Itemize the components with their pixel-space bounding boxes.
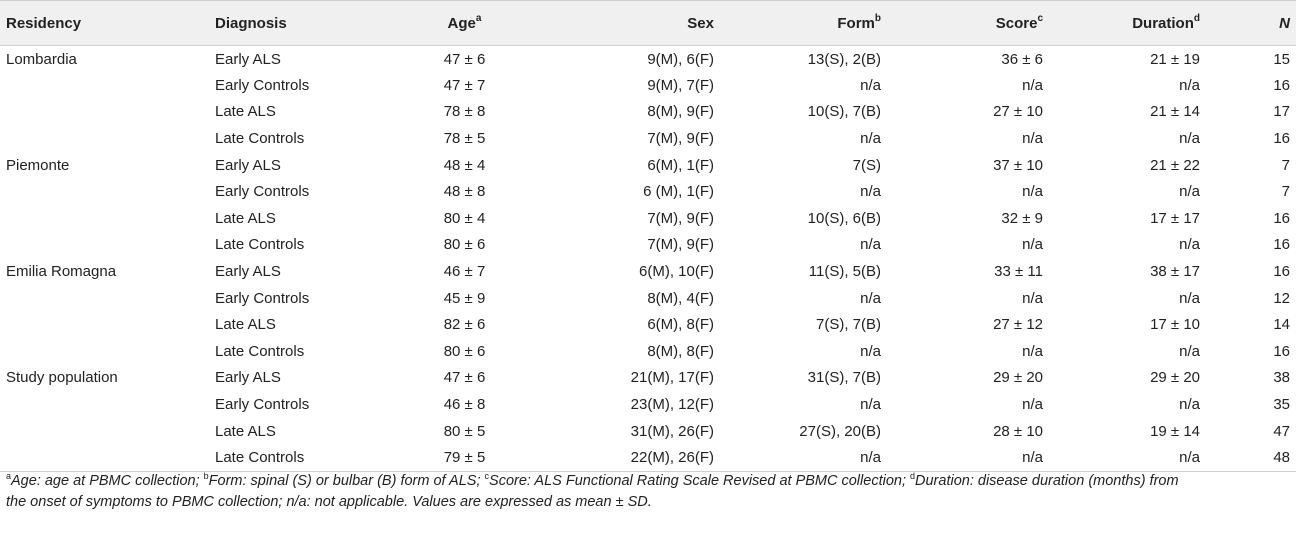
cell-duration: 38 ± 17 — [1150, 263, 1200, 281]
cell-sex: 9(M), 7(F) — [647, 76, 714, 94]
cell-duration: n/a — [1179, 342, 1200, 360]
cell-duration: 19 ± 14 — [1150, 422, 1200, 440]
cell-duration: n/a — [1179, 76, 1200, 94]
cell-n: 14 — [1273, 316, 1290, 334]
cell-age: 82 ± 6 — [443, 316, 486, 334]
cell-duration: n/a — [1179, 130, 1200, 148]
cell-score: n/a — [1022, 342, 1043, 360]
cell-sex: 7(M), 9(F) — [647, 236, 714, 254]
table-row — [0, 125, 1296, 152]
footnote-c-text: Score: ALS Functional Rating Scale Revised at PBMC collection; — [489, 472, 910, 489]
cell-score: n/a — [1022, 236, 1043, 254]
table-row — [0, 285, 1296, 312]
cell-diagnosis: Late Controls — [215, 130, 305, 148]
table-row — [0, 72, 1296, 99]
cell-score: n/a — [1022, 183, 1043, 201]
cell-n: 16 — [1273, 209, 1290, 227]
table-row — [0, 232, 1296, 259]
cell-residency: Lombardia — [6, 50, 77, 68]
cell-age: 46 ± 8 — [443, 396, 486, 414]
cell-diagnosis: Early ALS — [215, 156, 281, 174]
cell-age: 47 ± 7 — [443, 76, 486, 94]
cell-age: 46 ± 7 — [443, 263, 486, 281]
cell-score: 27 ± 10 — [993, 103, 1043, 121]
cell-diagnosis: Early Controls — [215, 396, 310, 414]
cell-form: 13(S), 2(B) — [807, 50, 881, 68]
cell-score: n/a — [1022, 76, 1043, 94]
cell-n: 38 — [1273, 369, 1290, 387]
cell-score: 27 ± 12 — [993, 316, 1043, 334]
cell-n: 17 — [1273, 103, 1290, 121]
cell-residency — [0, 99, 209, 126]
cell-n: 16 — [1273, 263, 1290, 281]
cell-age: 47 ± 6 — [443, 369, 486, 387]
cell-sex: 8(M), 8(F) — [647, 342, 714, 360]
cell-n: 16 — [1273, 130, 1290, 148]
cell-age: 79 ± 5 — [443, 448, 486, 466]
header-row — [0, 1, 1296, 46]
header-duration: Duration$^d$ — [1132, 13, 1200, 32]
cell-form: 31(S), 7(B) — [807, 369, 881, 387]
cell-sex: 22(M), 26(F) — [630, 448, 714, 466]
cell-form: n/a — [860, 130, 881, 148]
cell-sex: 6(M), 8(F) — [647, 316, 714, 334]
table-row — [0, 46, 1296, 73]
cell-form: 7(S) — [852, 156, 881, 174]
cell-age: 80 ± 6 — [443, 342, 486, 360]
table-row — [0, 152, 1296, 179]
header-n: N — [1279, 14, 1290, 32]
cell-residency — [0, 391, 209, 418]
cell-score: n/a — [1022, 396, 1043, 414]
cell-diagnosis: Early Controls — [215, 183, 310, 201]
cell-age: 78 ± 5 — [443, 130, 486, 148]
table-row — [0, 311, 1296, 338]
cell-duration: 21 ± 19 — [1150, 50, 1200, 68]
header-residency: Residency — [6, 14, 82, 32]
cell-form: n/a — [860, 76, 881, 94]
cell-form: 10(S), 7(B) — [807, 103, 881, 121]
cell-residency: Piemonte — [6, 156, 70, 174]
cell-sex: 9(M), 6(F) — [647, 50, 714, 68]
cell-duration: 17 ± 17 — [1150, 209, 1200, 227]
table-row — [0, 338, 1296, 365]
footnote-mark-c: c — [484, 471, 490, 481]
table-row — [0, 418, 1296, 445]
cell-sex: 8(M), 9(F) — [647, 103, 714, 121]
cell-age: 45 ± 9 — [443, 289, 486, 307]
table-row — [0, 99, 1296, 126]
header-age: Age$^a$ — [447, 13, 482, 32]
cell-n: 16 — [1273, 236, 1290, 254]
cell-sex: 21(M), 17(F) — [630, 369, 714, 387]
cell-duration: n/a — [1179, 448, 1200, 466]
cell-duration: n/a — [1179, 236, 1200, 254]
cell-diagnosis: Late ALS — [215, 422, 276, 440]
cell-sex: 7(M), 9(F) — [647, 209, 714, 227]
footnote-mark-d: d — [910, 471, 916, 481]
cell-form: n/a — [860, 342, 881, 360]
table-row — [0, 258, 1296, 285]
cell-diagnosis: Late Controls — [215, 342, 305, 360]
cell-form: 11(S), 5(B) — [808, 263, 881, 281]
cell-form: n/a — [860, 289, 881, 307]
cell-score: 33 ± 11 — [994, 263, 1043, 281]
cell-diagnosis: Early ALS — [215, 50, 281, 68]
cell-residency — [0, 338, 209, 365]
cell-form: 7(S), 7(B) — [815, 316, 881, 334]
cell-form: 27(S), 20(B) — [799, 422, 881, 440]
cell-duration: n/a — [1179, 289, 1200, 307]
cell-n: 12 — [1273, 289, 1290, 307]
cell-duration: 29 ± 20 — [1150, 369, 1200, 387]
cell-n: 7 — [1281, 156, 1290, 174]
cell-diagnosis: Late Controls — [215, 236, 305, 254]
footnote-b-text: Form: spinal (S) or bulbar (B) form of ALS; — [208, 472, 485, 489]
cell-sex: 7(M), 9(F) — [647, 130, 714, 148]
header-diagnosis: Diagnosis — [215, 14, 287, 32]
cell-diagnosis: Early Controls — [215, 76, 310, 94]
cell-score: n/a — [1022, 289, 1043, 307]
cell-score: 36 ± 6 — [1001, 50, 1043, 68]
table-row — [0, 178, 1296, 205]
cell-age: 47 ± 6 — [443, 50, 486, 68]
cell-score: n/a — [1022, 130, 1043, 148]
cell-score: 32 ± 9 — [1001, 209, 1043, 227]
cell-residency — [0, 178, 209, 205]
cell-n: 16 — [1273, 342, 1290, 360]
cell-score: 28 ± 10 — [993, 422, 1043, 440]
cell-diagnosis: Late ALS — [215, 209, 276, 227]
cell-residency: Emilia Romagna — [6, 263, 117, 281]
footnote-a-text: Age: age at PBMC collection; — [11, 472, 204, 489]
cell-duration: 17 ± 10 — [1150, 316, 1200, 334]
header-score: Score$^c$ — [995, 13, 1043, 32]
cell-residency — [0, 205, 209, 232]
table-row — [0, 391, 1296, 418]
cell-age: 80 ± 4 — [443, 209, 486, 227]
cell-residency: Study population — [6, 369, 118, 387]
cell-age: 48 ± 8 — [443, 183, 486, 201]
table-row — [0, 205, 1296, 232]
cell-sex: 23(M), 12(F) — [630, 396, 714, 414]
cell-duration: n/a — [1179, 183, 1200, 201]
cell-sex: 31(M), 26(F) — [630, 422, 714, 440]
cell-age: 80 ± 6 — [443, 236, 486, 254]
cell-duration: n/a — [1179, 396, 1200, 414]
cell-n: 35 — [1273, 396, 1290, 414]
cell-residency — [0, 418, 209, 445]
cell-diagnosis: Late ALS — [215, 103, 276, 121]
table-row — [0, 365, 1296, 392]
cell-n: 7 — [1281, 183, 1290, 201]
cell-diagnosis: Late ALS — [215, 316, 276, 334]
table-body — [0, 46, 1296, 472]
cell-diagnosis: Early ALS — [215, 263, 281, 281]
cell-sex: 6(M), 10(F) — [639, 263, 714, 281]
cell-score: 37 ± 10 — [993, 156, 1043, 174]
cell-diagnosis: Early Controls — [215, 289, 310, 307]
cell-score: 29 ± 20 — [993, 369, 1043, 387]
cell-n: 48 — [1273, 448, 1290, 466]
cell-form: n/a — [860, 236, 881, 254]
cell-age: 78 ± 8 — [443, 103, 486, 121]
cell-residency — [0, 232, 209, 259]
footnote-d-text: Duration: disease duration (months) from the onset of symptoms to PBMC collection; n/a: not applicable. Values are expressed as mean ± SD. — [6, 472, 1179, 510]
cell-form: n/a — [860, 183, 881, 201]
header-sex: Sex — [687, 14, 714, 32]
cell-diagnosis: Early ALS — [215, 369, 281, 387]
cell-sex: 6(M), 1(F) — [647, 156, 714, 174]
table-header — [0, 1, 1296, 46]
cell-sex: 6 (M), 1(F) — [643, 183, 714, 201]
cell-n: 47 — [1273, 422, 1290, 440]
cell-score: n/a — [1022, 448, 1043, 466]
header-form: Form$^b$ — [837, 13, 881, 32]
footnote-mark-b: b — [203, 471, 209, 481]
cell-residency — [0, 285, 209, 312]
cell-form: n/a — [860, 448, 881, 466]
cell-residency — [0, 125, 209, 152]
table-footnote — [6, 466, 1192, 513]
cell-diagnosis: Late Controls — [215, 448, 305, 466]
cell-duration: 21 ± 22 — [1150, 156, 1200, 174]
cell-duration: 21 ± 14 — [1150, 103, 1200, 121]
cell-residency — [0, 72, 209, 99]
cell-n: 15 — [1273, 50, 1290, 68]
cell-form: 10(S), 6(B) — [807, 209, 881, 227]
cell-age: 48 ± 4 — [443, 156, 486, 174]
cell-sex: 8(M), 4(F) — [647, 289, 714, 307]
cell-n: 16 — [1273, 76, 1290, 94]
cell-age: 80 ± 5 — [443, 422, 486, 440]
cell-residency — [0, 311, 209, 338]
cell-form: n/a — [860, 396, 881, 414]
footnote-mark-a: a — [6, 471, 12, 481]
